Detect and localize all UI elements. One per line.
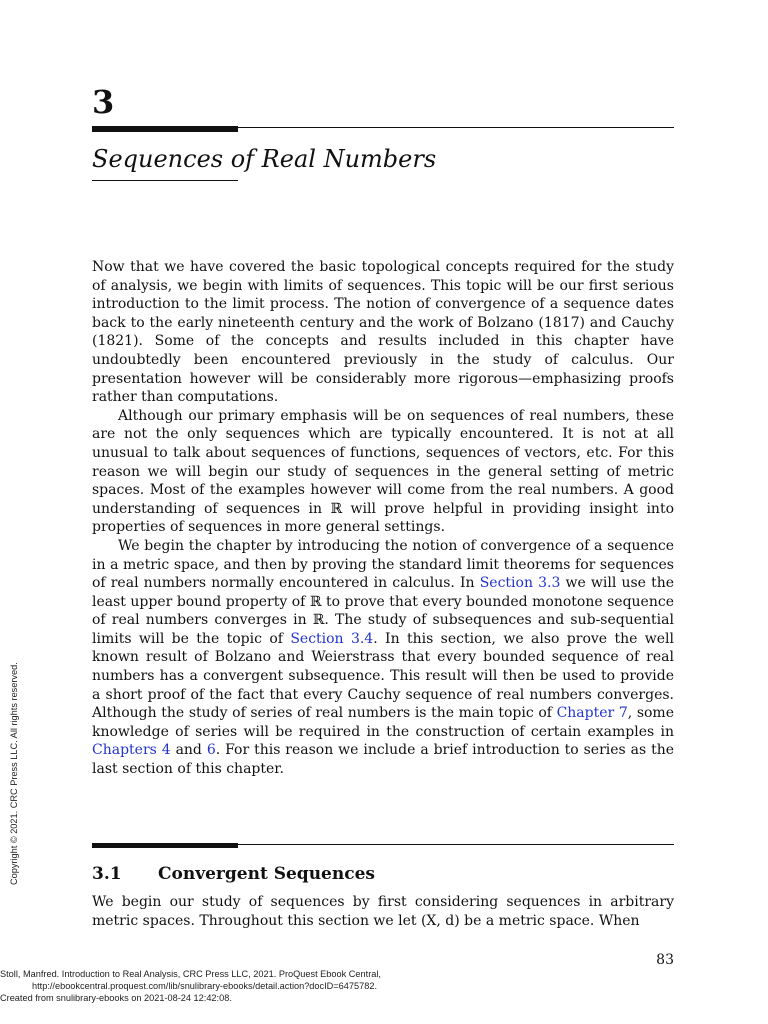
section-body [92, 893, 674, 930]
section-rule-thick [92, 843, 238, 848]
chapter-number: 3 [92, 83, 115, 121]
page-number: 83 [656, 952, 674, 968]
intro-paragraph-2: Although our primary emphasis will be on sequences of real numbers, these are not the only sequences which are typically encountered. It is not at all unusual to talk about sequences of functions, sequences of vectors, etc. For this reason we will begin our study of sequences in the general setting of metric spaces. Most of the examples however will come from the real numbers. A good understanding of sequences in ℝ will prove helpful in providing insight into properties of sequences in more general settings. [92, 407, 674, 536]
side-copyright-notice: Copyright © 2021. CRC Press LLC. All rights reserved. [9, 662, 19, 885]
intro-p3-text-a: We begin the chapter by introducing the notion of convergence of a sequence in a metric space, and then by proving the standard limit theorems for sequences of real numbers normally encountered in calculus. In [92, 537, 674, 592]
link-chapter-4[interactable]: Chapters 4 [92, 742, 171, 759]
intro-p3-text-c: . In this section, we also prove the well known result of Bolzano and Weierstrass that every bounded sequence of real numbers has a convergent subsequence. This result will then be used to provide a short proof of the fact that every Cauchy sequence of real numbers converges. Although the study of series of real numbers is the main topic of [92, 630, 674, 722]
intro-paragraph-3 [92, 537, 674, 779]
chapter-rule-thin [238, 127, 674, 128]
chapter-title: Sequences of Real Numbers [92, 145, 437, 173]
section-paragraph: We begin our study of sequences by first considering sequences in arbitrary metric spaces. Throughout this section we let (X, d) be a metric space. When [92, 894, 674, 929]
section-number: 3.1 [92, 864, 122, 884]
section-rule-thin [238, 844, 674, 845]
link-section-3-4[interactable]: Section 3.4 [290, 630, 374, 647]
intro-p3-text-f: . For this reason we include a brief introduction to series as the last section of this chapter. [92, 742, 675, 778]
link-chapter-7[interactable]: Chapter 7 [556, 705, 628, 722]
section-heading [92, 862, 375, 886]
footer-line-2: http://ebookcentral.proquest.com/lib/snulibrary-ebooks/detail.action?docID=6475782. [32, 981, 377, 991]
footer-citation [0, 968, 520, 1004]
link-section-3-3[interactable]: Section 3.3 [479, 575, 561, 592]
intro-p3-text-b: we will use the least upper bound property of ℝ to prove that every bounded monotone sequence of real numbers converges in ℝ. The study of subsequences and sub-sequential limits will be the topic of [92, 575, 675, 647]
section-title: Convergent Sequences [158, 864, 375, 884]
footer-line-3: Created from snulibrary-ebooks on 2021-08-24 12:42:08. [0, 993, 232, 1003]
link-chapter-6[interactable]: 6 [206, 742, 216, 759]
intro-text [92, 258, 674, 779]
footer-line-1: Stoll, Manfred. Introduction to Real Analysis, CRC Press LLC, 2021. ProQuest Ebook Central, [0, 969, 381, 979]
intro-p3-text-e: and [170, 742, 207, 759]
intro-p3-text-d: , some knowledge of series will be required in the construction of certain examples in [92, 705, 674, 740]
intro-paragraph-1: Now that we have covered the basic topological concepts required for the study of analysis, we begin with limits of sequences. This topic will be our first serious introduction to the limit process. The notion of convergence of a sequence dates back to the early nineteenth century and the work of Bolzano (1817) and Cauchy (1821). Some of the concepts and results included in this chapter have undoubtedly been encountered previously in the study of calculus. Our presentation however will be considerably more rigorous—emphasizing proofs rather than computations. [92, 259, 674, 406]
chapter-rule-thick [92, 126, 238, 132]
chapter-title-underline [92, 180, 238, 181]
